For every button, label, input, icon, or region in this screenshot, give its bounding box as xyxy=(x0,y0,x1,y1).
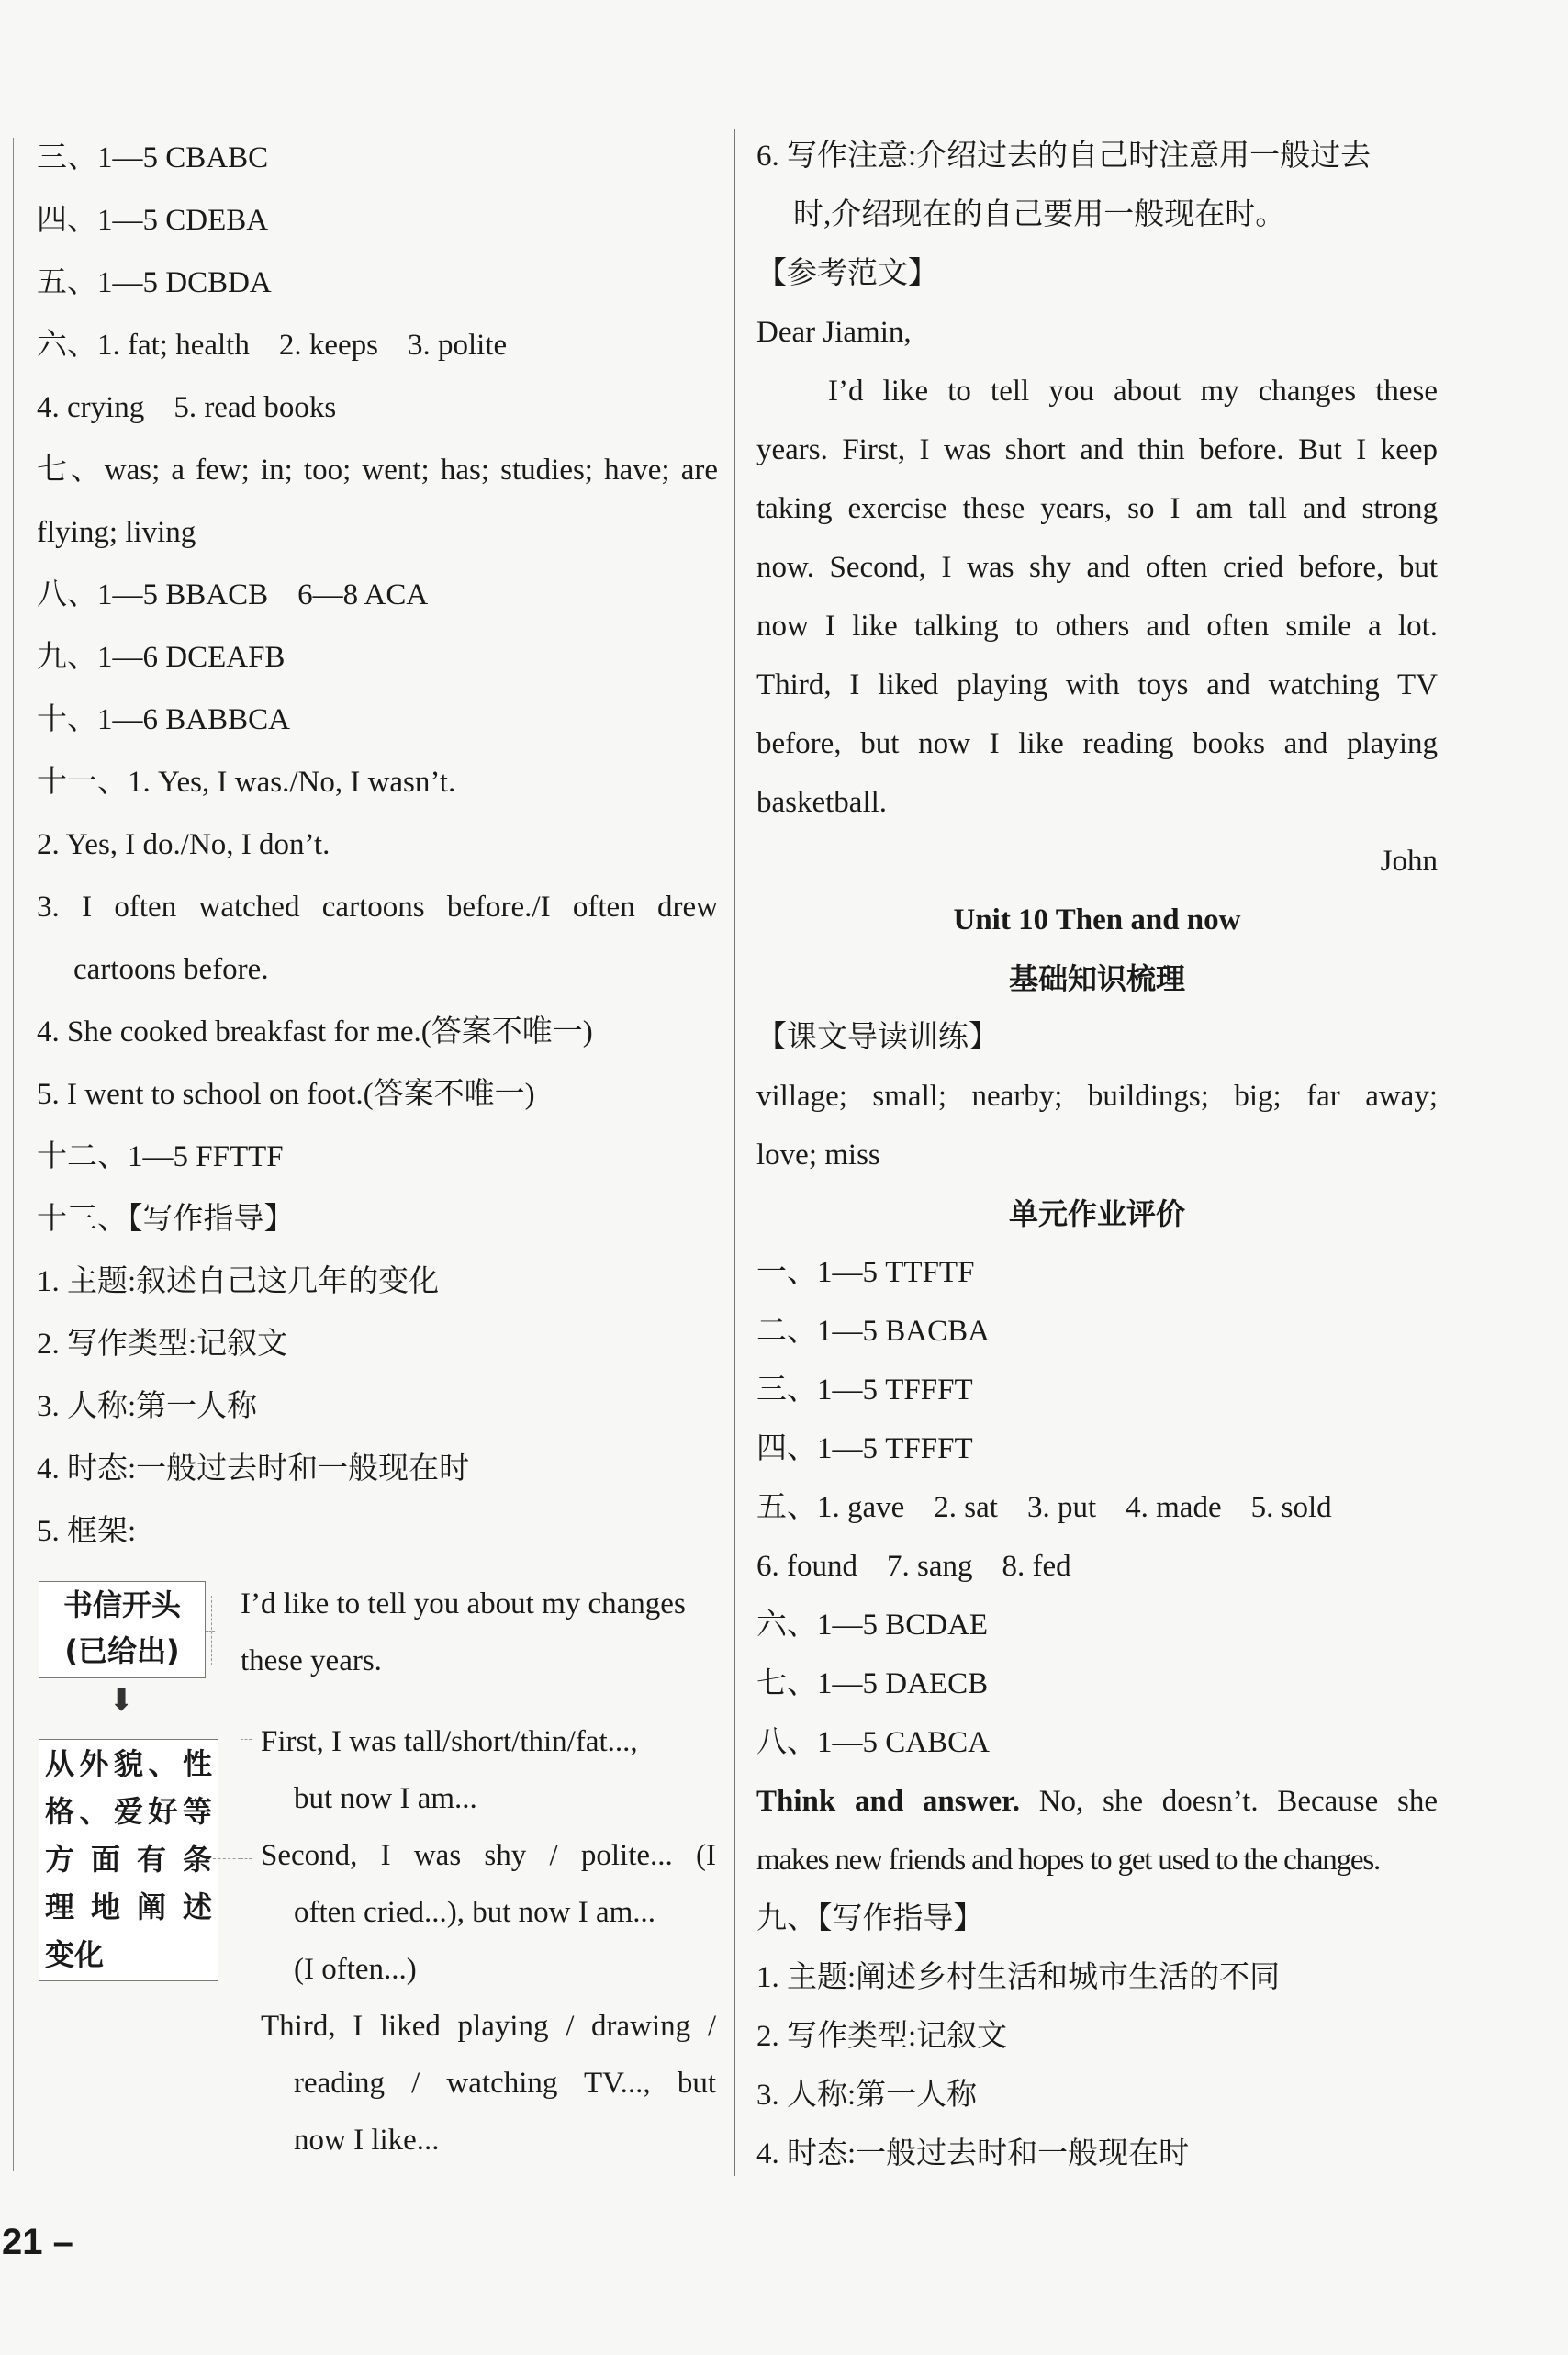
essay-line: before, but now I like reading books and playing xyxy=(756,727,1438,760)
connector-line xyxy=(206,1631,215,1632)
answer-line: 十二、1—5 FFTTF xyxy=(37,1140,284,1173)
answer-part: 3. polite xyxy=(408,329,508,362)
essay-line: I’d like to tell you about my changes these xyxy=(828,375,1438,408)
essay-line: Third, I liked playing with toys and watching TV xyxy=(756,668,1438,701)
answer-part: 五、1. gave xyxy=(756,1491,905,1524)
connector-line xyxy=(213,1858,241,1859)
answer-line xyxy=(756,1537,1438,1596)
answer-line: 4. She cooked breakfast for me.(答案不唯一) xyxy=(37,1015,593,1049)
guide-line: 6. 写作注意:介绍过去的自己时注意用一般过去 xyxy=(756,140,1372,173)
framework-text: often cried...), but now I am... xyxy=(294,1896,656,1929)
essay-line: taking exercise these years, so I am tall and strong xyxy=(756,492,1438,525)
answer-part: 4. made xyxy=(1126,1491,1222,1524)
answer-line: 八、1—5 CABCA xyxy=(756,1726,990,1759)
answer-part: 3. put xyxy=(1026,1491,1097,1524)
answer-part: 5. sold xyxy=(1250,1491,1332,1524)
answer-line: cartoons before. xyxy=(73,953,269,986)
essay-signature: John xyxy=(1380,845,1438,878)
section-title: 单元作业评价 xyxy=(1008,1196,1185,1231)
answer-line: 3. I often watched cartoons before./I often drew xyxy=(37,891,718,924)
guide-line: 3. 人称:第一人称 xyxy=(756,2079,978,2112)
guide-line: 2. 写作类型:记叙文 xyxy=(37,1328,288,1361)
essay-line: now I like talking to others and often smile a lot. xyxy=(756,610,1438,643)
connector-line xyxy=(241,1739,252,1740)
answer-line: flying; living xyxy=(37,516,196,549)
answer-line: 5. I went to school on foot.(答案不唯一) xyxy=(37,1078,535,1111)
answer-line: 七、1—5 DAECB xyxy=(756,1667,989,1700)
box-label: 书信开头 xyxy=(62,1587,181,1622)
box-label: 格、爱好等 xyxy=(45,1794,212,1829)
answer-line: 三、1—5 CBABC xyxy=(37,141,269,174)
answer-line: 三、1—5 TFFFT xyxy=(756,1374,973,1407)
box-label: 从外貌、性 xyxy=(45,1746,212,1781)
answer-line: makes new friends and hopes to get used to the changes. xyxy=(756,1844,1381,1877)
essay-line: years. First, I was short and thin before. But I keep xyxy=(756,433,1438,466)
answer-part: 六、1. fat; health xyxy=(37,329,250,362)
framework-text: reading / watching TV..., but xyxy=(294,2067,716,2100)
answer-part: 6. found xyxy=(756,1550,857,1583)
essay-line: now. Second, I was shy and often cried before, but xyxy=(756,551,1438,584)
section-heading: 【参考范文】 xyxy=(756,257,938,290)
writing-framework-diagram xyxy=(37,1568,718,2156)
think-answer-label: Think and answer. xyxy=(756,1785,1020,1818)
body-changes-box xyxy=(39,1739,218,1981)
arrow-down-icon: ⬇ xyxy=(108,1684,135,1718)
guide-line: 4. 时态:一般过去时和一般现在时 xyxy=(756,2137,1190,2170)
guide-line: 1. 主题:阐述乡村生活和城市生活的不同 xyxy=(756,1961,1281,1994)
answer-line: 六、1—5 BCDAE xyxy=(756,1609,989,1642)
guide-line: 3. 人称:第一人称 xyxy=(37,1390,258,1423)
framework-text: (I often...) xyxy=(294,1953,417,1986)
letter-opening-box xyxy=(39,1581,206,1678)
box-label: 方面有条 xyxy=(45,1842,212,1877)
essay-greeting: Dear Jiamin, xyxy=(756,316,912,349)
answer-line: 2. Yes, I do./No, I don’t. xyxy=(37,828,330,861)
framework-text: now I like... xyxy=(294,2124,440,2157)
section-heading: 九、【写作指导】 xyxy=(756,1902,984,1935)
answer-line: 五、1—5 DCBDA xyxy=(37,266,272,299)
answer-line: village; small; nearby; buildings; big; far away; xyxy=(756,1080,1438,1113)
answer-line xyxy=(756,1478,1438,1537)
answer-line xyxy=(37,564,718,626)
answer-line: 一、1—5 TTFTF xyxy=(756,1256,975,1289)
connector-line xyxy=(241,1858,252,1859)
section-heading: 【课文导读训练】 xyxy=(756,1021,999,1054)
section-heading: 十三、【写作指导】 xyxy=(37,1203,295,1236)
answer-part: 5. read books xyxy=(174,391,337,424)
answer-line: 四、1—5 TFFFT xyxy=(756,1432,973,1465)
answer-line: 七、was; a few; in; too; went; has; studies; have; are xyxy=(37,454,718,487)
left-column xyxy=(37,127,718,2156)
section-title: 基础知识梳理 xyxy=(1008,961,1185,996)
framework-text: First, I was tall/short/thin/fat..., xyxy=(261,1725,638,1758)
answer-line: 十、1—6 BABBCA xyxy=(37,703,290,736)
guide-line: 1. 主题:叙述自己这几年的变化 xyxy=(37,1265,440,1298)
box-label: 变化 xyxy=(45,1937,105,1972)
answer-line: 十一、1. Yes, I was./No, I wasn’t. xyxy=(37,766,456,799)
answer-part: 2. sat xyxy=(934,1491,998,1524)
answer-part: 2. keeps xyxy=(278,329,378,362)
guide-line: 4. 时态:一般过去时和一般现在时 xyxy=(37,1452,470,1486)
answer-line xyxy=(37,376,718,439)
answer-line xyxy=(37,314,718,376)
left-margin-rule xyxy=(13,138,14,2171)
page-number: 21 – xyxy=(2,2222,73,2262)
framework-text: Second, I was shy / polite... (I xyxy=(261,1839,716,1872)
framework-text: I’d like to tell you about my changes xyxy=(241,1587,686,1620)
guide-line: 2. 写作类型:记叙文 xyxy=(756,2020,1008,2053)
framework-text: Third, I liked playing / drawing / xyxy=(261,2010,716,2043)
answer-line: 二、1—5 BACBA xyxy=(756,1315,990,1348)
answer-line xyxy=(756,1772,1438,1831)
answer-part: 6—8 ACA xyxy=(297,578,429,611)
right-column xyxy=(756,127,1438,2183)
framework-text: these years. xyxy=(241,1644,382,1677)
answer-part: 4. crying xyxy=(37,391,145,424)
guide-line: 5. 框架: xyxy=(37,1515,137,1548)
answer-line: 四、1—5 CDEBA xyxy=(37,204,269,237)
answer-part: 7. sang xyxy=(887,1550,973,1583)
box-label: (已给出) xyxy=(64,1633,180,1668)
column-divider xyxy=(734,129,735,2176)
answer-line: love; miss xyxy=(756,1138,880,1172)
unit-title: Unit 10 Then and now xyxy=(953,903,1241,936)
answer-part: No, she doesn’t. Because she xyxy=(1019,1785,1438,1818)
box-label: 理地阐述 xyxy=(45,1890,212,1924)
answer-line: 九、1—6 DCEAFB xyxy=(37,641,286,674)
answer-part: 八、1—5 BBACB xyxy=(37,578,269,611)
essay-line: basketball. xyxy=(756,786,888,819)
answer-part: 8. fed xyxy=(1002,1550,1071,1583)
framework-text: but now I am... xyxy=(294,1782,477,1815)
guide-line: 时,介绍现在的自己要用一般现在时。 xyxy=(793,198,1286,231)
